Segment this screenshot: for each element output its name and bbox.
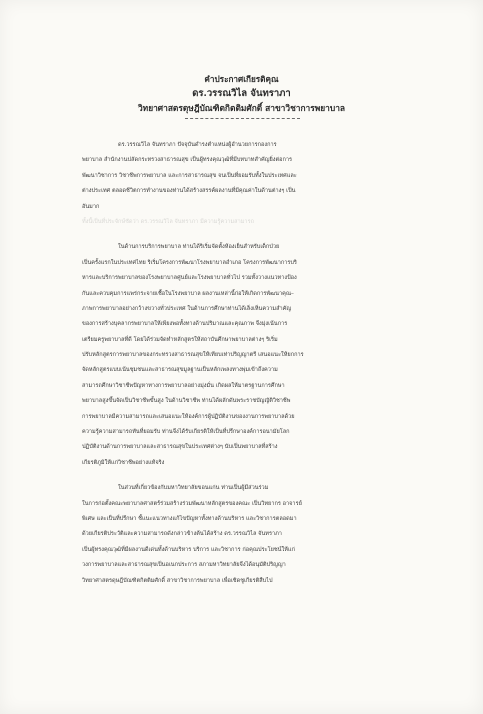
paragraph-line: หารและบริการพยาบาลของโรงพยาบาลศูนย์และโรงพยาบาลทั่วไป รวมทั้งวางแนวทางป้อง bbox=[82, 275, 297, 282]
paragraph-line: เกียรติภูมิให้แก่วิชาชีพอย่างแท้จริง bbox=[82, 459, 165, 466]
paragraph bbox=[82, 138, 392, 230]
paragraph-line: พยาบาล สำนักงานปลัดกระทรวงสาธารณสุข เป็นผู้ทรงคุณวุฒิที่มีบทบาทสำคัญยิ่งต่อการ bbox=[82, 157, 293, 164]
paragraph-line: ดร.วรรณวิไล จันทราภา ปัจจุบันดำรงตำแหน่งผู้อำนวยการกองการ bbox=[118, 142, 277, 148]
paragraph-line: พัฒนาวิชาการ วิชาชีพการพยาบาล และการสาธารณสุข จนเป็นที่ยอมรับทั้งในประเทศและ bbox=[82, 172, 297, 179]
degree-title: วิทยาศาสตรดุษฎีบัณฑิตกิตติมศักดิ์ สาขาวิชาการพยาบาล bbox=[137, 103, 346, 113]
header-divider bbox=[185, 118, 300, 119]
honoree-name: ดร.วรรณวิไล จันทราภา bbox=[192, 88, 291, 99]
paragraph-line: ด้วยเกียรติประวัติและความสามารถดังกล่าวข้างต้นได้สร้าง ดร.วรรณวิไล จันทราภา bbox=[82, 531, 282, 538]
paragraph-line: ภาพการพยาบาลอย่างกว้างขวางทั่วประเทศ ในด้านการศึกษาท่านได้เล็งเห็นความสำคัญ bbox=[82, 305, 292, 312]
paragraph-line: ในการก่อตั้งคณะพยาบาลศาสตร์ร่วมสร้างร่วมพัฒนาหลักสูตรของคณะ เป็นวิทยากร อาจารย์ bbox=[82, 500, 302, 507]
paragraph-line: วงการพยาบาลและสาธารณสุขเป็นอเนกประการ สภามหาวิทยาลัยจึงได้อนุมัติปริญญา bbox=[82, 562, 286, 569]
paragraph-line: ปรับหลักสูตรการพยาบาลของกระทรวงสาธารณสุขให้เทียบเท่าปริญญาตรี เสนอแนะให้ยกการ bbox=[82, 352, 304, 359]
paragraph-line: การพยาบาลมีความสามารถและเสนอแนะให้องค์การผู้ปฏิบัติงานของงานการพยาบาลด้วย bbox=[82, 413, 295, 420]
paragraph-line: ความรู้ความสามารถทันที่ยอมรับ ท่านจึงได้รับเกียรติให้เป็นที่ปรึกษาองค์การอนามัยโลก bbox=[82, 429, 290, 436]
paragraph-line: กันและควบคุมการแพร่กระจายเชื้อในโรงพยาบาล ผลงานเหล่านี้ก่อให้เกิดการพัฒนาคุณ– bbox=[82, 290, 294, 297]
citation-body bbox=[82, 138, 392, 589]
paragraph-line: เตรียมครูพยาบาลที่ดี โดยได้ร่วมจัดทำหลักสูตรให้สถาบันศึกษาพยาบาลต่างๆ ริเริ่ม bbox=[82, 336, 278, 343]
paragraph-line: เป็นครั้งแรกในประเทศไทย ริเริ่มโครงการพัฒนาโรงพยาบาลอำเภอ โครงการพัฒนาการบริ bbox=[82, 259, 297, 266]
paragraph-line: ปฏิบัติงานด้านการพยาบาลและสาธารณสุขในประเทศต่างๆ นับเป็นพยาบาลที่สร้าง bbox=[82, 444, 278, 451]
paragraph-line: วิทยาศาสตรดุษฎีบัณฑิตกิตติมศักดิ์ สาขาวิชาการพยาบาล เพื่อเชิดชูเกียรติสืบไป bbox=[82, 577, 273, 584]
citation-title: คำประกาศเกียรติคุณ bbox=[204, 74, 279, 84]
paragraph-line: สามารถศึกษาวิชาชีพปัญหาทางการพยาบาลอย่างมุ่งมั่น เกิดผลให้มาตรฐานการศึกษา bbox=[82, 382, 285, 389]
paragraph-line: ต่างประเทศ ตลอดชีวิตการทำงานของท่านได้สร้างสรรค์ผลงานที่มีคุณค่าในด้านต่างๆ เป็น bbox=[82, 188, 296, 195]
paragraph-line: จัดหลักสูตรแบบเน้นชุมชนและสาธารณสุขมูลฐานเป็นหลักเพลงทางพุ่มเข้าถึงความ bbox=[82, 367, 278, 374]
paragraph-line: อันมาก bbox=[82, 203, 100, 210]
paragraph-line: เป็นผู้ทรงคุณวุฒิที่มีผลงานดีเด่นทั้งด้านบริหาร บริการ และวิชาการ ก่อคุณประโยชน์ให้แก่ bbox=[82, 546, 295, 553]
paragraph-line: พิเศษ และเป็นที่ปรึกษา ชี้แนะแนวทางแก้ไขปัญหาทั้งทางด้านบริหาร และวิชาการตลอดมา bbox=[82, 515, 297, 522]
paragraph bbox=[82, 240, 392, 471]
paragraph-line: พยาบาลสูงขึ้นจัดเป็นวิชาชีพขั้นสูง ในด้านวิชาชีพ ท่านได้ผลักดันพระราชบัญญัติวิชาชีพ bbox=[82, 398, 291, 405]
bleed-through-text: ทั้งนี้เป็นที่ประจักษ์ชัดว่า ดร.วรรณวิไล จันทราภา มีความรู้ความสามารถ bbox=[82, 218, 254, 225]
paragraph bbox=[82, 481, 392, 589]
paragraph-line: ในส่วนที่เกี่ยวข้องกับมหาวิทยาลัยขอนแก่น ท่านเป็นผู้มีส่วนร่วม bbox=[118, 485, 269, 492]
paragraph-line: ในด้านการบริการพยาบาล ท่านได้ริเริ่มจัดตั้งห้องเย็นสำหรับเด็กป่วย bbox=[118, 244, 280, 251]
citation-header bbox=[0, 72, 483, 115]
paragraph-line: ของการสร้างบุคลากรพยาบาลให้เพียงพอทั้งทางด้านปริมาณและคุณภาพ จึงมุ่งเน้นการ bbox=[82, 321, 288, 328]
